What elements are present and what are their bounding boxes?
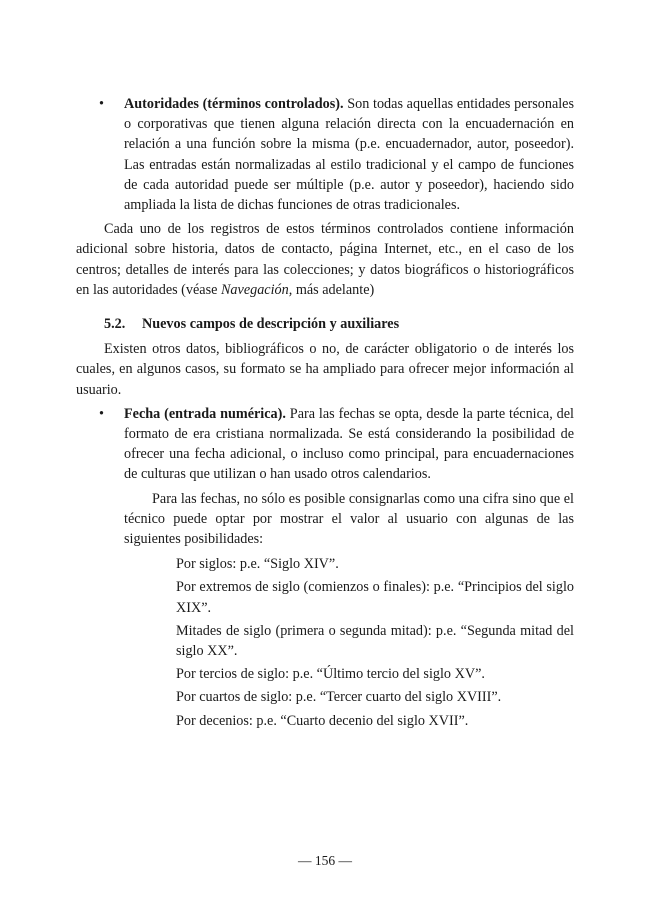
bullet-term: Fecha (entrada numérica). <box>124 405 286 422</box>
list-item: Por cuartos de siglo: p.e. “Tercer cuarto del siglo XVIII”. <box>176 689 502 706</box>
bullet-symbol: • <box>99 96 104 112</box>
list-item: Por extremos de siglo (comienzos o finales): p.e. “Principios del siglo XIX”. <box>176 579 574 616</box>
bullet-text: Para las fechas se opta, desde la parte técnica, del formato de era cristiana normalizada. Se está considerando la posibilidad de ofrecer una fecha adicional, o incluso como principal, para encuadernaciones de culturas que utilizan o han usado otros calendarios. <box>124 405 574 483</box>
paragraph-otros-datos: Existen otros datos, bibliográficos o no, de carácter obligatorio o de interés los cuales, en algunos casos, su formato se ha ampliado para ofrecer mejor información al usuario. <box>76 341 574 398</box>
list-item: Por tercios de siglo: p.e. “Último tercio del siglo XV”. <box>176 666 485 683</box>
bullet-autoridades <box>76 94 574 215</box>
section-title: Nuevos campos de descripción y auxiliares <box>142 316 400 333</box>
bullet-text: Son todas aquellas entidades personales o corporativas que tienen alguna relación directa con la encuadernación en relación a una función sobre la misma (p.e. encuadernador, autor, poseedor). Las entradas están normalizadas al estilo tradicional y el campo de funciones de cada autoridad puede ser múltiple (p.e. autor y poseedor), haciendo sido ampliada la lista de dichas funciones de otras tradicionales. <box>124 96 574 214</box>
paragraph-text-before: Cada uno de los registros de estos términos controlados contiene información adicional sobre historia, datos de contacto, página Internet, etc., en el caso de los centros; detalles de interés para las colecciones; y datos biográficos o historiográficos en las autoridades (véase <box>76 221 574 298</box>
section-heading <box>76 314 574 334</box>
list-item: Por decenios: p.e. “Cuarto decenio del siglo XVII”. <box>176 712 469 729</box>
fechas-block <box>76 489 574 550</box>
section-number: 5.2. <box>104 316 126 333</box>
paragraph-fechas: Para las fechas, no sólo es posible consignarlas como una cifra sino que el técnico puede optar por mostrar el valor al usuario con algunas de las siguientes posibilidades: <box>124 490 574 548</box>
list-item: Por siglos: p.e. “Siglo XIV”. <box>176 556 339 573</box>
date-options-list <box>76 554 574 731</box>
bullet-symbol: • <box>99 405 104 422</box>
paragraph-italic: Navegación, <box>220 281 293 298</box>
paragraph-registros <box>76 219 574 300</box>
page-body <box>76 94 574 734</box>
page-number: — 156 — <box>298 853 352 868</box>
paragraph-text-after: más adelante) <box>292 281 375 298</box>
list-item: Mitades de siglo (primera o segunda mitad): p.e. “Segunda mitad del siglo XX”. <box>176 622 574 660</box>
bullet-fecha <box>76 404 574 485</box>
bullet-term: Autoridades (términos controlados). <box>124 96 344 112</box>
